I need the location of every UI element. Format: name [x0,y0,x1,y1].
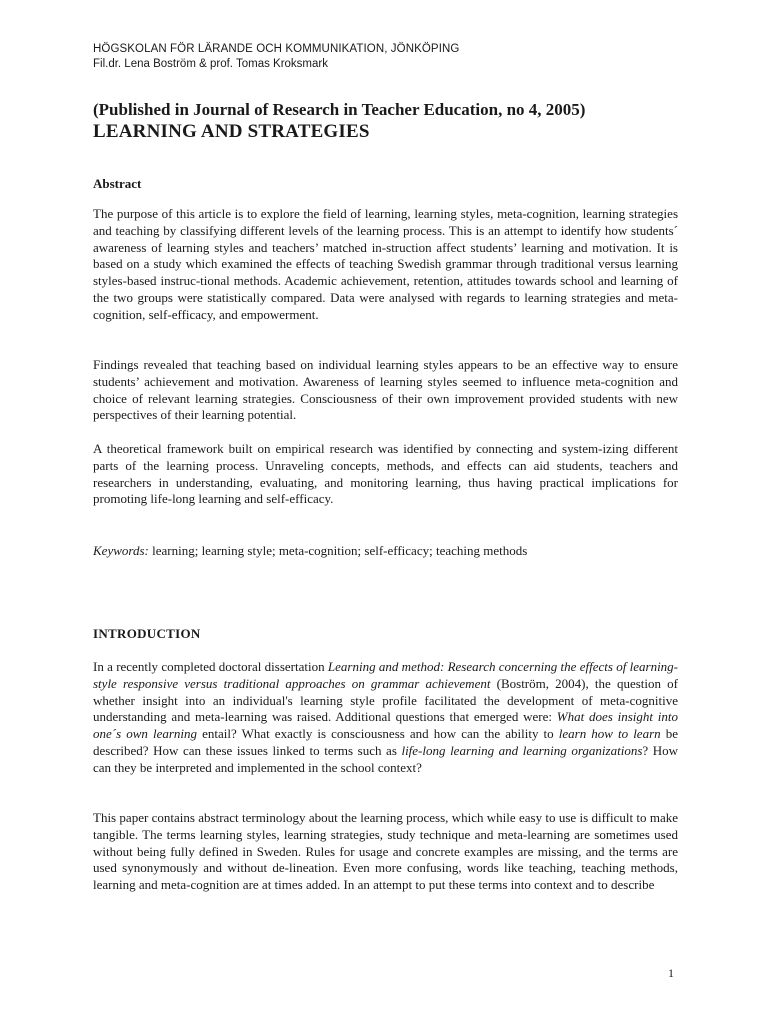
intro-italic-f: learn how to learn [558,726,661,742]
header-authors: Fil.dr. Lena Boström & prof. Tomas Kroksmark [93,58,328,70]
dissertation-title: Learning and method: Research concerning the effects of learning-style responsive versus traditional approaches on grammar achievement [93,659,679,691]
intro-italic-d: What does insight into one´s own learning [93,709,679,742]
page-title: LEARNING AND STRATEGIES [93,121,370,142]
abstract-paragraph-2: Findings revealed that teaching based on individual learning styles appears to be an effective way to ensure students’ achievement and motivation. Awareness of learning styles seemed to influence meta-cognition and choice of relevant learning strategies. Consciousness of their own improvement provided students with new perspectives of their learning potential. [93,357,678,423]
keywords-text: learning; learning style; meta-cognition; self-efficacy; teaching methods [148,543,528,558]
intro-text-i: ? How can they be interpreted and implemented in the school context? [93,742,679,775]
intro-text-e: entail? What exactly is consciousness and how can the ability to [197,726,559,742]
abstract-paragraph-3: A theoretical framework built on empirical research was identified by connecting and system-izing different parts of the learning process. Unraveling concepts, methods, and effects can aid students, teachers and researchers in understanding, evaluating, and monitoring learning, thus having practical implications for promoting life-long learning and self-efficacy. [93,441,678,507]
intro-italic-h: life-long learning and learning organizations [401,742,643,758]
intro-text-a: In a recently completed doctoral dissertation [93,659,328,674]
abstract-paragraph-1: The purpose of this article is to explore the field of learning, learning styles, meta-cognition, learning strategies and teaching by classifying different levels of the learning process. This is an attempt to identify how students´ awareness of learning styles and teachers’ matched in-struction affect students’ learning and motivation. It is based on a study which examined the effects of teaching Swedish grammar through traditional versus learning styles-based instruc-tional methods. Academic achievement, retention, attitudes towards school and learning of the two groups were statistically compared. Data were analysed with regards to learning strategies and meta-cognition, self-efficacy, and empowerment. [93,206,678,322]
intro-text-g: be described? How can these issues linked to terms such as [93,726,678,758]
introduction-heading: INTRODUCTION [93,626,201,641]
publication-note: (Published in Journal of Research in Teacher Education, no 4, 2005) [93,100,586,119]
introduction-paragraph-2: This paper contains abstract terminology about the learning process, which while easy to use is difficult to make tangible. The terms learning styles, learning strategies, study technique and meta-learning are sometimes used without being fully defined in Sweden. Rules for usage and concrete examples are missing, and the terms are used synonymously and without de-lineation. Even more confusing, words like teaching, teaching methods, learning and meta-cognition are at times added. In an attempt to put these terms into context and to describe [93,810,678,893]
page-number: 1 [668,966,674,980]
intro-text-c: (Boström, 2004), the question of whether insight into an individual's learning style profile facilitated the development of meta-cognitive understanding and meta-learning was raised. Additional questions that emerged were: [93,675,678,725]
introduction-paragraph-1 [93,659,678,777]
abstract-heading: Abstract [93,176,142,191]
header-institution: HÖGSKOLAN FÖR LÄRANDE OCH KOMMUNIKATION, JÖNKÖPING [93,43,460,55]
keywords-label: Keywords: [93,543,149,558]
keywords-line [93,543,527,559]
